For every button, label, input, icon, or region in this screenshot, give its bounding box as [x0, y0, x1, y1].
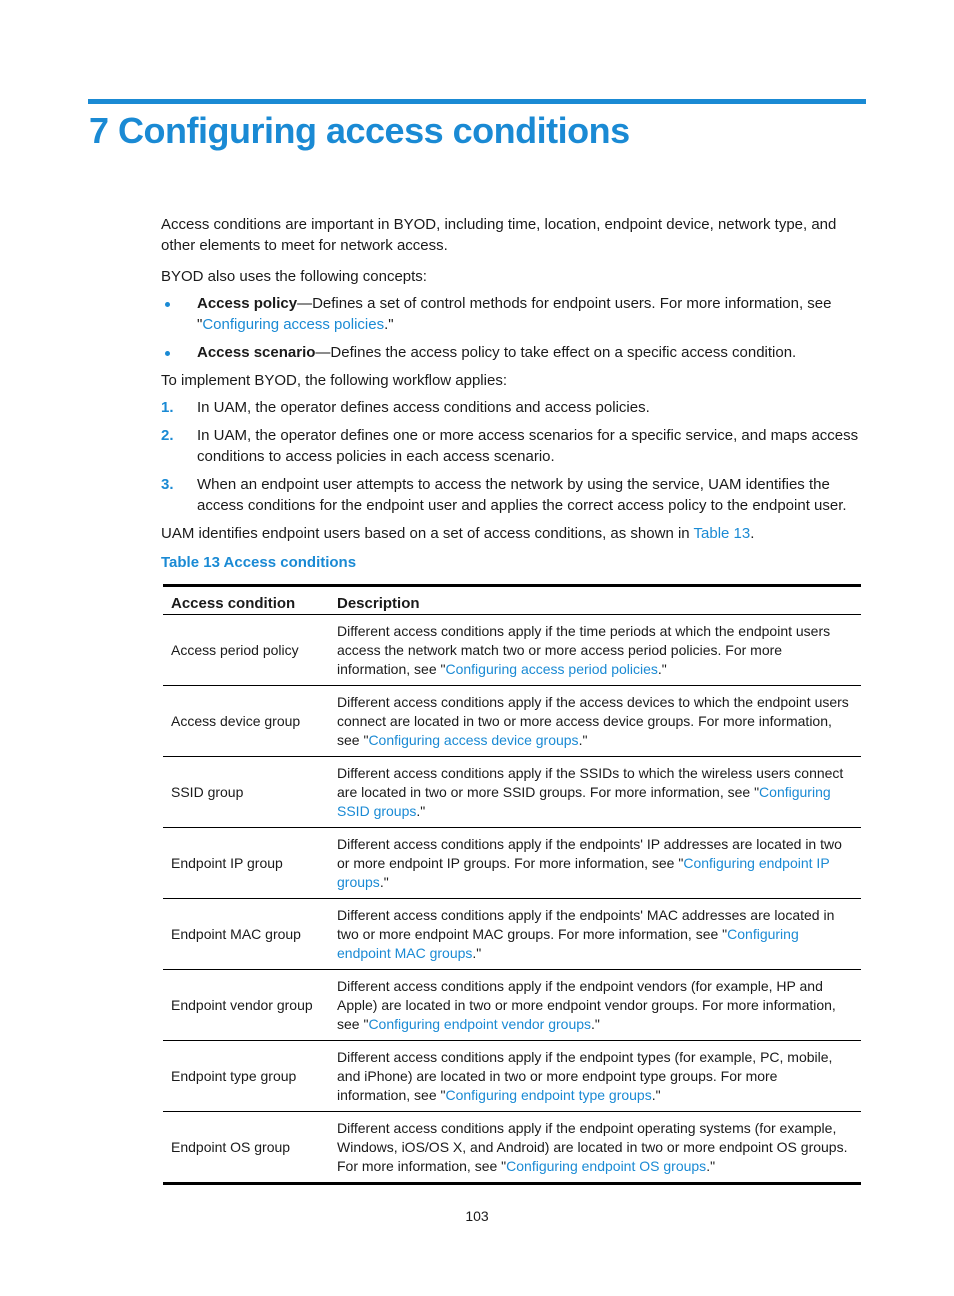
concept-term: Access scenario — [197, 344, 316, 361]
table-row — [163, 828, 861, 899]
table-row — [163, 970, 861, 1041]
description-cell: Different access conditions apply if the endpoints' MAC addresses are located in two or more endpoint MAC groups. For more information, see "Configuring endpoint MAC groups." — [329, 899, 861, 970]
table-row — [163, 1041, 861, 1112]
description-link[interactable]: Configuring access device groups — [368, 732, 579, 748]
column-header-condition: Access condition — [163, 586, 329, 615]
list-item — [161, 397, 865, 418]
table-caption: Table 13 Access conditions — [161, 554, 357, 571]
workflow-steps — [161, 397, 865, 516]
table-row — [163, 686, 861, 757]
bullet-icon — [165, 351, 170, 356]
concepts-intro: BYOD also uses the following concepts: — [161, 268, 427, 285]
list-item: Access policy—Defines a set of control methods for endpoint users. For more information, see "Configuring access policies." — [161, 293, 865, 335]
intro-paragraph: Access conditions are important in BYOD, including time, location, endpoint device, network type, and other elements to meet for network access. — [161, 216, 837, 254]
description-cell: Different access conditions apply if the access devices to which the endpoint users connect are located in two or more access device groups. For more information, see "Configuring access device groups." — [329, 686, 861, 757]
description-link[interactable]: Configuring endpoint vendor groups — [368, 1016, 592, 1032]
description-link[interactable]: Configuring endpoint MAC groups — [337, 926, 799, 961]
condition-cell: Access device group — [163, 686, 329, 757]
description-link[interactable]: Configuring endpoint IP groups — [337, 855, 830, 890]
concept-list — [161, 293, 865, 363]
bullet-icon — [165, 302, 170, 307]
table-row — [163, 1112, 861, 1184]
condition-cell: Access period policy — [163, 615, 329, 686]
concept-text: —Defines a set of control methods for endpoint users. For more information, see " — [197, 295, 832, 333]
description-cell: Different access conditions apply if the time periods at which the endpoint users access the network match two or more access period policies. For more information, see "Configuring access period policies." — [329, 615, 861, 686]
description-cell: Different access conditions apply if the endpoint vendors (for example, HP and Apple) are located in two or more endpoint vendor groups. For more information, see "Configuring endpoint vendor groups." — [329, 970, 861, 1041]
concept-text: —Defines the access policy to take effect on a specific access condition. — [315, 344, 797, 361]
table-row — [163, 757, 861, 828]
description-cell: Different access conditions apply if the endpoint operating systems (for example, Windows, iOS/OS X, and Android) are located in two or more endpoint OS groups. For more information, see "Configuring endpoint OS groups." — [337, 1120, 848, 1174]
list-item — [161, 425, 865, 467]
access-policies-link[interactable]: Configuring access policies — [202, 316, 385, 333]
description-link[interactable]: Configuring SSID groups — [337, 784, 831, 819]
workflow-intro: To implement BYOD, the following workflow applies: — [161, 372, 507, 389]
step-number: 1. — [161, 399, 174, 416]
access-conditions-table — [163, 584, 861, 1185]
step-text: When an endpoint user attempts to access the network by using the service, UAM identifies the access conditions for the endpoint user and applies the correct access policy to the endpoint user. — [197, 476, 847, 514]
description-cell: Different access conditions apply if the endpoints' IP addresses are located in two or more endpoint IP groups. For more information, see "Configuring endpoint IP groups." — [329, 828, 861, 899]
step-number: 3. — [161, 476, 174, 493]
description-cell: Different access conditions apply if the endpoint types (for example, PC, mobile, and iPhone) are located in two or more endpoint type groups. For more information, see "Configuring endpoint type groups." — [329, 1041, 861, 1112]
page-number: 103 — [465, 1208, 489, 1224]
concept-term: Access policy — [197, 295, 298, 312]
condition-cell: Endpoint OS group — [171, 1139, 291, 1155]
condition-cell: Endpoint MAC group — [163, 899, 329, 970]
table-13-link[interactable]: Table 13 — [693, 525, 751, 542]
condition-cell: Endpoint type group — [163, 1041, 329, 1112]
chapter-rule — [88, 99, 866, 104]
chapter-title: 7 Configuring access conditions — [89, 110, 630, 151]
step-number: 2. — [161, 427, 174, 444]
condition-cell: SSID group — [163, 757, 329, 828]
summary-paragraph: UAM identifies endpoint users based on a set of access conditions, as shown in Table 13. — [161, 525, 755, 542]
step-text: In UAM, the operator defines access conditions and access policies. — [197, 399, 650, 416]
step-text: In UAM, the operator defines one or more access scenarios for a specific service, and maps access conditions to access policies in each access scenario. — [197, 427, 859, 465]
column-header-description: Description — [329, 586, 861, 615]
condition-cell: Endpoint IP group — [163, 828, 329, 899]
list-item — [161, 342, 865, 363]
table-header-row — [163, 586, 861, 615]
description-cell: Different access conditions apply if the SSIDs to which the wireless users connect are located in two or more SSID groups. For more information, see "Configuring SSID groups." — [329, 757, 861, 828]
description-link[interactable]: Configuring endpoint type groups — [445, 1087, 652, 1103]
page-content — [161, 214, 865, 1185]
condition-cell: Endpoint vendor group — [163, 970, 329, 1041]
description-link[interactable]: Configuring access period policies — [445, 661, 658, 677]
table-row — [163, 899, 861, 970]
description-link[interactable]: Configuring endpoint OS groups — [506, 1158, 707, 1174]
list-item — [161, 474, 865, 516]
table-row — [163, 615, 861, 686]
